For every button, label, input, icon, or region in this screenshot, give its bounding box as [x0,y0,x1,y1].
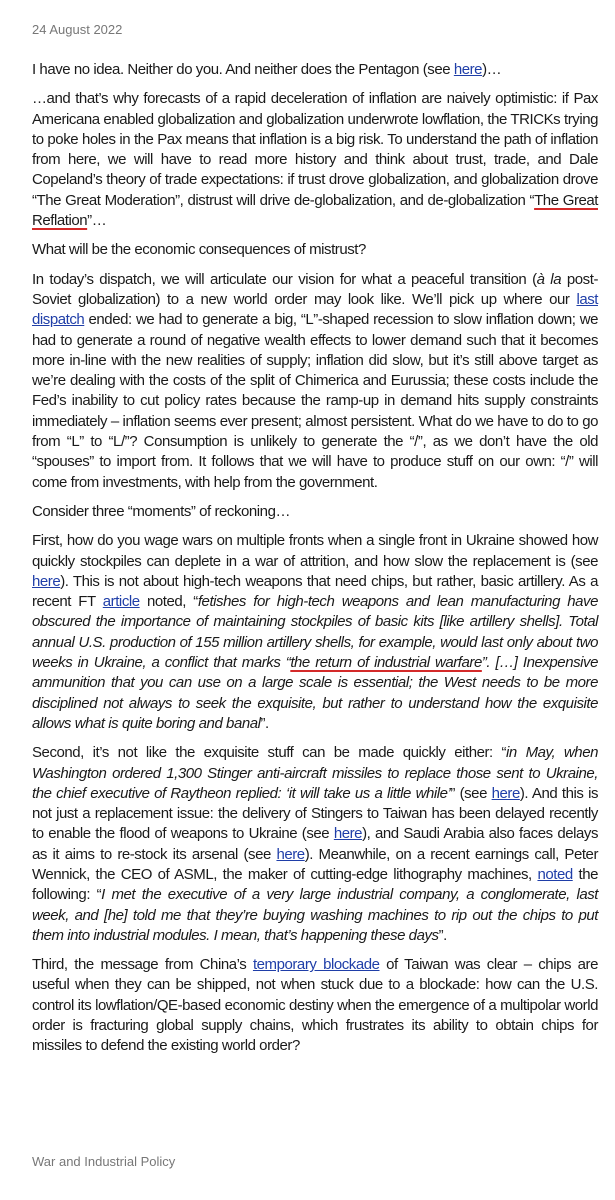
paragraph-8: Third, the message from China’s temporary blockade of Taiwan was clear – chips are useful when they can be shipped, not when stuck due to a blockade: how can the U.S. control its lowflation/QE-based economic destiny when the emergence of a multipolar world order is fracturing global supply chains, which frustrates its ability to obtain chips for missiles to defend the existing world order? [32,956,598,1055]
here-link[interactable]: here [32,572,61,590]
here-link[interactable]: here [333,825,363,843]
highlighted-phrase: the return of industrial warfare [290,654,482,672]
paragraph-7: Second, it’s not like the exquisite stuff can be made quickly either: “in May, when Washington ordered 1,300 Stinger anti-aircraft missiles to replace those sent to Ukraine, the chief executive of Raytheon replied: ‘it will take us a little while’” (see here). And this is not just a replacement issue: the delivery of Stingers to Taiwan has been delayed recently to enable the flood of weapons to Ukraine (see here), and Saudi Arabia also faces delays as it aims to re-stock its arsenal (see here). Meanwhile, on a recent earnings call, Peter Wennick, the CEO of ASML, the maker of cutting-edge lithography machines, noted the following: “I met the executive of a very large industrial company, a conglomerate, last week, and [he] told me that they’re buying washing machines to rip out the chips to put them into industrial modules. I mean, that’s happening these days”. [32,744,599,944]
paragraph-3: What will be the economic consequences of mistrust? [32,241,366,259]
paragraph-6: First, how do you wage wars on multiple fronts when a single front in Ukraine showed how quickly stockpiles can deplete in a war of attrition, and how slow the replacement is (see here). This is not about high-tech weapons that need chips, but rather, basic artillery. As a recent FT article noted, “fetishes for high-tech weapons and lean manufacturing have obscured the importance of maintaining stockpiles of basic kits [like artillery shells]. Total annual U.S. production of 155 million artillery shells, for example, would last only about two weeks in Ukraine, a conflict that marks “the return of industrial warfare”. […] Inexpensive ammunition that you can use on a large scale is essential; the West needs to be more disciplined not always to seek the exquisite, but rather to understand how the exquisite allows what is quite boring and banal”. [32,532,598,732]
last-dispatch-link[interactable]: last dispatch [32,290,598,329]
here-link[interactable]: here [276,845,305,863]
noted-link[interactable]: noted [537,865,573,883]
ft-article-link[interactable]: article [102,593,140,611]
paragraph-5: Consider three “moments” of reckoning… [32,502,291,520]
paragraph-1: I have no idea. Neither do you. And neither does the Pentagon (see here)… [32,61,502,78]
temporary-blockade-link[interactable]: temporary blockade [252,956,380,974]
paragraph-2: …and that’s why forecasts of a rapid deceleration of inflation are naively optimistic: if Pax Americana enabled globalization and globalization underwrote lowflation, the TRICKs trying to poke holes in the Pax means that inflation is a big risk. To understand the path of inflation from here, we will have to read more history and think about trust, trade, and Dale Copeland’s theory of trade expectations: if trust drove globalization, and globalization drove “The Great Moderation”, distrust will drive de-globalization, and de-globalization “The Great Reflation”… [32,90,598,230]
paragraph-4: In today’s dispatch, we will articulate our vision for what a peaceful transition (à la post-Soviet globalization) to a new world order may look like. We’ll pick up where our last dispatch ended: we had to generate a big, “L”-shaped recession to slow inflation down; we had to generate a round of negative wealth effects to lower demand such that it becomes more in-line with the new realities of supply; inflation did slow, but it’s still above target as we’re dealing with the costs of the split of Chimerica and Eurussia; these costs include the Fed’s inability to cut policy rates because the ramp-up in demand hits supply constraints immediately – inflation seems ever present; almost persistent. What do we have to do to go from “L” to “L/”? Consumption is unlikely to generate the “/”, as we don’t have the old “spouses” to import from. It follows that we will have to produce stuff on our own: “/” will come from investments, with help from the government. [32,270,598,491]
report-date: 24 August 2022 [32,22,123,37]
article-body [32,60,598,1066]
here-link[interactable]: here [491,784,520,802]
here-link[interactable]: here [453,61,483,78]
footer-title: War and Industrial Policy [32,1154,176,1169]
highlighted-phrase: The Great Reflation [32,191,598,230]
